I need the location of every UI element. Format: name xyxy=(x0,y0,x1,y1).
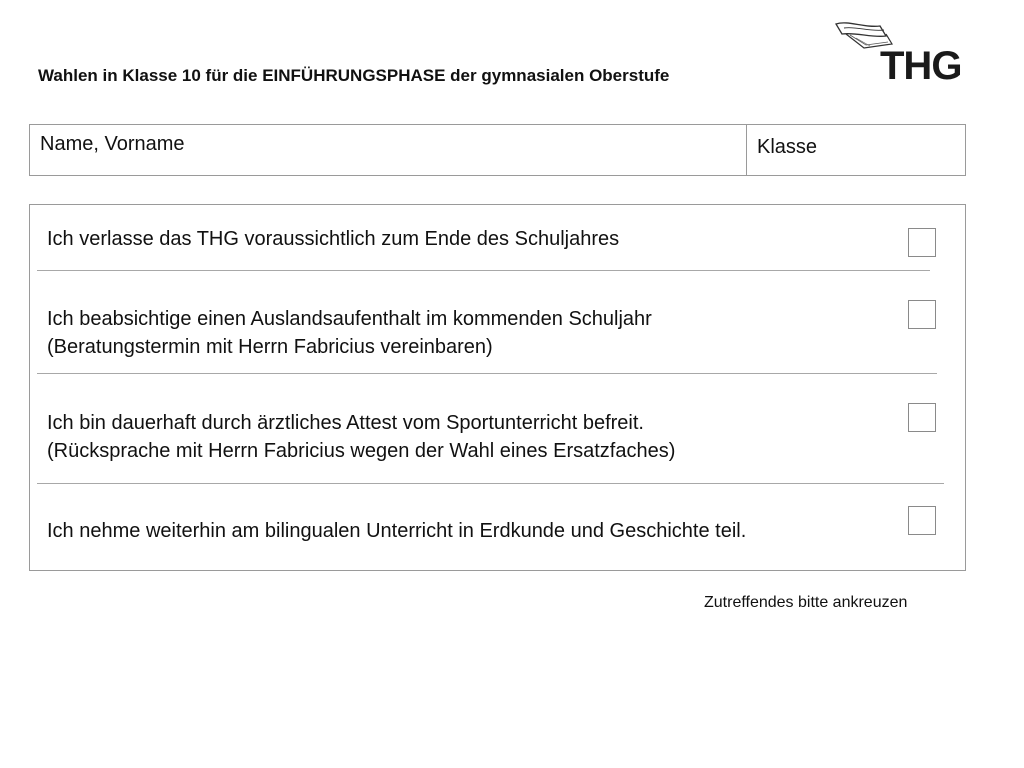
option-4-checkbox[interactable] xyxy=(908,506,936,535)
form-title: Wahlen in Klasse 10 für die EINFÜHRUNGSPHASE der gymnasialen Oberstufe xyxy=(38,66,670,85)
option-1-checkbox[interactable] xyxy=(908,228,936,257)
name-label: Name, Vorname xyxy=(40,133,185,155)
class-label: Klasse xyxy=(757,136,818,158)
option-2-line-1: Ich beabsichtige einen Auslandsaufenthalt im kommenden Schuljahr xyxy=(47,308,652,330)
class-field[interactable] xyxy=(747,125,965,175)
option-4-text xyxy=(47,517,746,545)
student-info-table xyxy=(29,124,966,176)
instruction-hint: Zutreffendes bitte ankreuzen xyxy=(704,594,908,611)
option-3-line-2: (Rücksprache mit Herrn Fabricius wegen der Wahl eines Ersatzfaches) xyxy=(47,440,676,462)
option-3-text xyxy=(47,409,675,465)
logo-text: THG xyxy=(880,44,962,88)
school-logo xyxy=(834,18,974,90)
divider xyxy=(37,483,944,484)
option-2-line-2: (Beratungstermin mit Herrn Fabricius vereinbaren) xyxy=(47,336,493,358)
option-1-text xyxy=(47,225,619,253)
option-2-text xyxy=(47,305,652,361)
option-4-line-1: Ich nehme weiterhin am bilingualen Unterricht in Erdkunde und Geschichte teil. xyxy=(47,520,747,542)
option-1-line-1: Ich verlasse das THG voraussichtlich zum Ende des Schuljahres xyxy=(47,228,620,250)
options-box xyxy=(29,204,966,571)
option-2-checkbox[interactable] xyxy=(908,300,936,329)
divider xyxy=(37,270,930,271)
name-field[interactable] xyxy=(30,125,747,175)
option-3-line-1: Ich bin dauerhaft durch ärztliches Attest vom Sportunterricht befreit. xyxy=(47,412,644,434)
divider xyxy=(37,373,937,374)
option-3-checkbox[interactable] xyxy=(908,403,936,432)
